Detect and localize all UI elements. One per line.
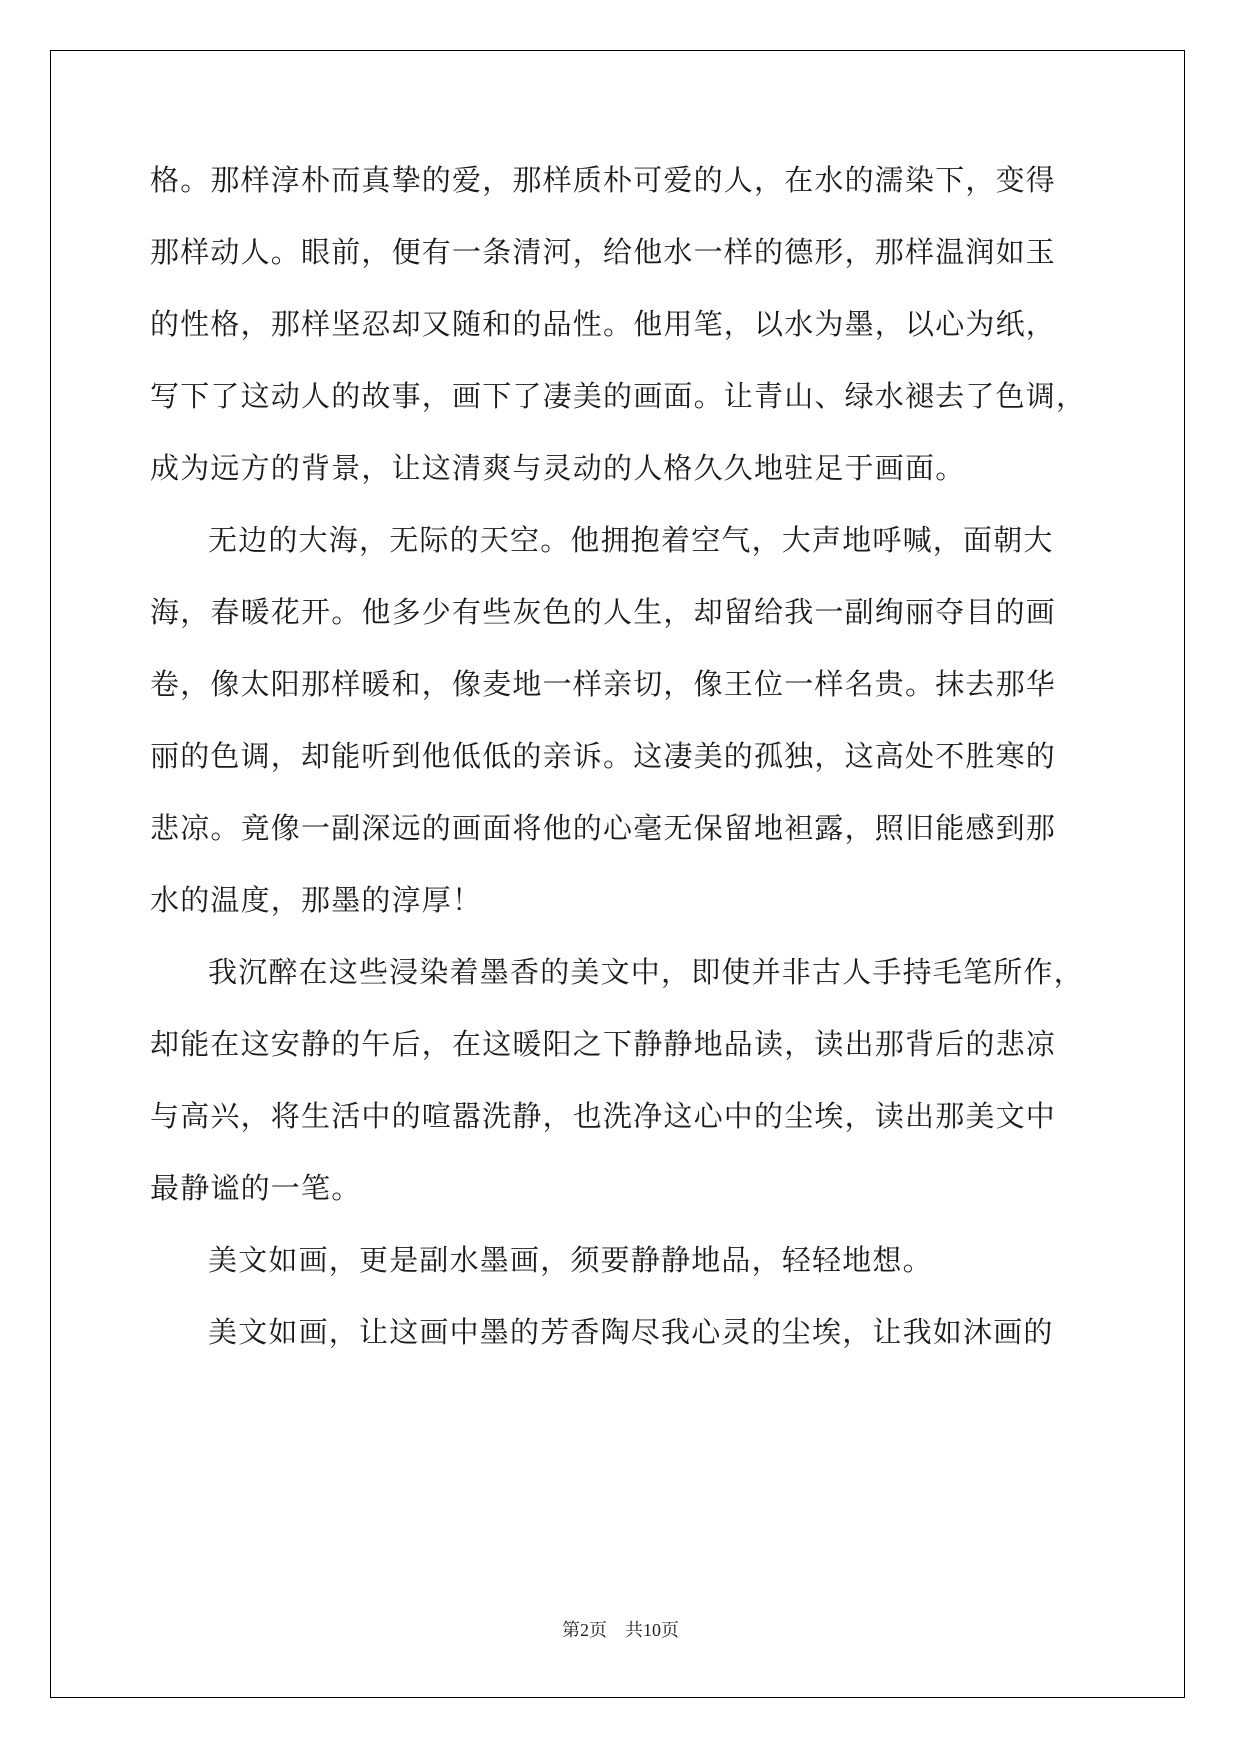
page-number-current: 第2页 [562, 1620, 607, 1640]
paragraph-first-line: 我沉醉在这些浸染着墨香的美文中，即使并非古人手持毛笔所作， [208, 955, 1084, 989]
text-line: 最静谧的一笔。 [150, 1171, 362, 1205]
paragraph-first-line: 美文如画，更是副水墨画，须要静静地品，轻轻地想。 [208, 1243, 933, 1277]
text-line: 悲凉。竟像一副深远的画面将他的心毫无保留地袒露，照旧能感到那 [150, 811, 1057, 845]
paragraph-first-line: 美文如画，让这画中墨的芳香陶尽我心灵的尘埃，让我如沐画的 [208, 1315, 1054, 1349]
text-line: 成为远方的背景，让这清爽与灵动的人格久久地驻足于画面。 [150, 451, 966, 485]
text-line: 丽的色调，却能听到他低低的亲诉。这凄美的孤独，这高处不胜寒的 [150, 739, 1057, 773]
page-footer [0, 1618, 1241, 1642]
page-number-total: 共10页 [625, 1620, 679, 1640]
text-line: 的性格，那样坚忍却又随和的品性。他用笔，以水为墨，以心为纸， [150, 307, 1057, 341]
text-line: 海，春暖花开。他多少有些灰色的人生，却留给我一副绚丽夺目的画 [150, 595, 1057, 629]
text-line: 却能在这安静的午后，在这暖阳之下静静地品读，读出那背后的悲凉 [150, 1027, 1057, 1061]
text-line: 格。那样淳朴而真挚的爱，那样质朴可爱的人，在水的濡染下，变得 [150, 163, 1057, 197]
paragraph-first-line: 无边的大海，无际的天空。他拥抱着空气，大声地呼喊，面朝大 [208, 523, 1054, 557]
text-line: 与高兴，将生活中的喧嚣洗静，也洗净这心中的尘埃，读出那美文中 [150, 1099, 1057, 1133]
text-line: 写下了这动人的故事，画下了凄美的画面。让青山、绿水褪去了色调， [150, 379, 1087, 413]
text-line: 卷，像太阳那样暖和，像麦地一样亲切，像王位一样名贵。抹去那华 [150, 667, 1057, 701]
page-border [50, 50, 1185, 1698]
text-line: 水的温度，那墨的淳厚！ [150, 883, 483, 917]
text-line: 那样动人。眼前，便有一条清河，给他水一样的德形，那样温润如玉 [150, 235, 1057, 269]
